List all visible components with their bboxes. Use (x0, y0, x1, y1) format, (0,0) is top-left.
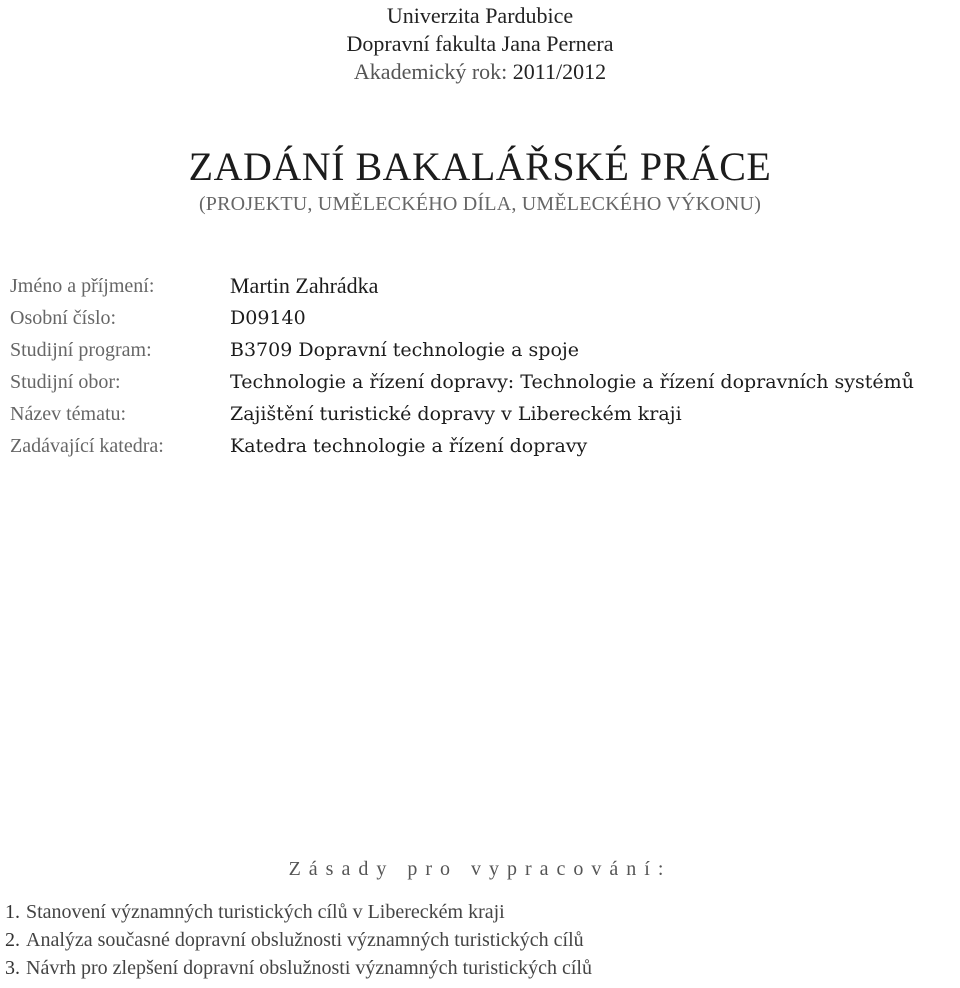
field-value: Technologie a řízení dopravy: Technologie a řízení dopravních systémů (230, 371, 914, 393)
name-label: Jméno a příjmení: (10, 275, 155, 297)
university-name: Univerzita Pardubice (386, 3, 574, 28)
department-value: Katedra technologie a řízení dopravy (230, 435, 588, 457)
department-label: Zadávající katedra: (10, 435, 164, 457)
list-item-text: Analýza současné dopravní obslužnosti významných turistických cílů (26, 929, 584, 951)
list-item-text: Stanovení významných turistických cílů v Libereckém kraji (26, 901, 505, 923)
document-header (0, 2, 960, 86)
list-item-number: 1. (5, 901, 20, 923)
principles-heading: Zásady pro vypracování: (288, 858, 672, 880)
list-item-number: 2. (5, 929, 20, 951)
topic-label: Název tématu: (10, 403, 127, 425)
list-item (5, 954, 950, 982)
personal-number-value: D09140 (230, 307, 306, 329)
list-item-number: 3. (5, 957, 20, 979)
list-item (5, 926, 950, 954)
topic-value: Zajištění turistické dopravy v Libereckém kraji (230, 403, 682, 425)
document-title: ZADÁNÍ BAKALÁŘSKÉ PRÁCE (188, 144, 772, 189)
student-info-table (10, 270, 955, 462)
list-item-text: Návrh pro zlepšení dopravní obslužnosti významných turistických cílů (26, 957, 592, 979)
academic-year (0, 58, 960, 86)
info-row-topic (10, 398, 955, 430)
program-value: B3709 Dopravní technologie a spoje (230, 339, 580, 361)
info-row-field (10, 366, 955, 398)
field-label: Studijní obor: (10, 371, 121, 393)
academic-year-label: Akademický rok: (353, 59, 508, 84)
principles-list (5, 898, 950, 982)
document-subtitle: (PROJEKTU, UMĚLECKÉHO DÍLA, UMĚLECKÉHO VÝKONU) (198, 193, 762, 215)
academic-year-value: 2011/2012 (512, 59, 607, 84)
name-value: Martin Zahrádka (230, 273, 379, 298)
faculty-name: Dopravní fakulta Jana Pernera (346, 31, 614, 56)
info-row-department (10, 430, 955, 462)
info-row-program (10, 334, 955, 366)
info-row-name (10, 270, 955, 302)
personal-number-label: Osobní číslo: (10, 307, 117, 329)
list-item (5, 898, 950, 926)
info-row-personal-number (10, 302, 955, 334)
program-label: Studijní program: (10, 339, 152, 361)
